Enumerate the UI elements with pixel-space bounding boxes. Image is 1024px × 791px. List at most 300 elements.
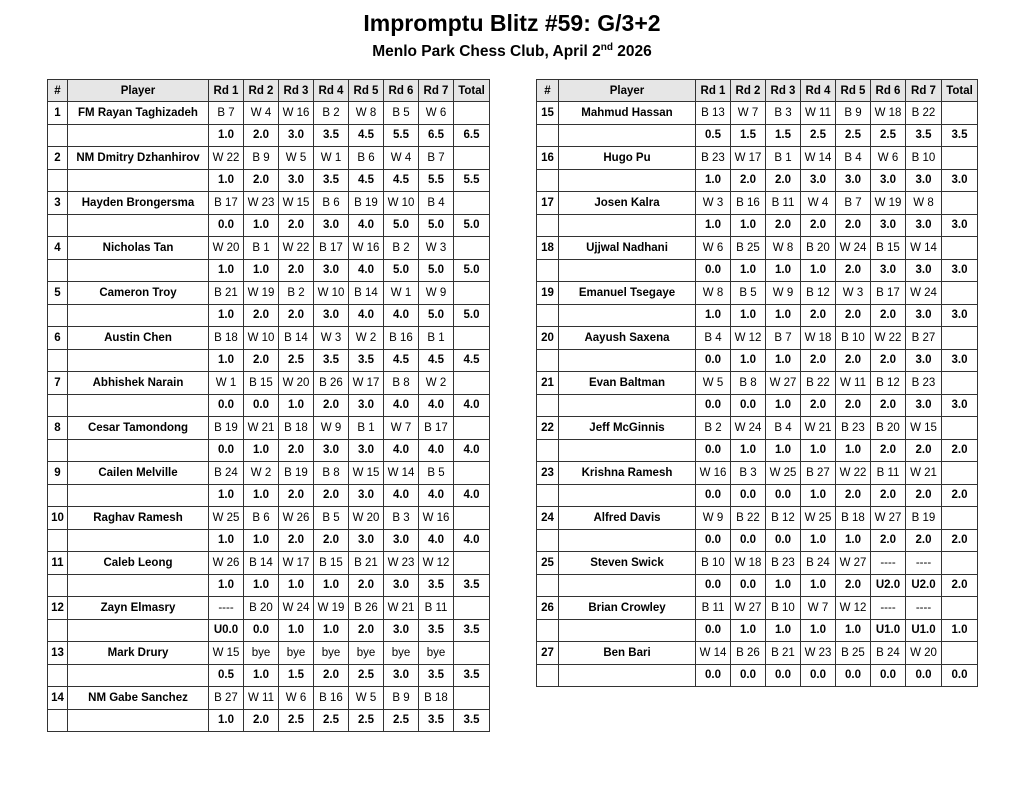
player-score-row bbox=[537, 439, 978, 462]
player-result-row bbox=[48, 147, 490, 170]
round-6-cumulative-score: 2.0 bbox=[871, 529, 906, 552]
total-placeholder bbox=[942, 552, 978, 575]
round-3-cumulative-score: 2.0 bbox=[279, 529, 314, 552]
player-total-score: 3.0 bbox=[942, 259, 978, 282]
round-4-cumulative-score: 2.0 bbox=[314, 664, 349, 687]
round-3-cumulative-score: 2.5 bbox=[279, 709, 314, 732]
round-3-result: W 8 bbox=[766, 237, 801, 260]
player-name: Austin Chen bbox=[68, 327, 209, 350]
round-5-result: B 7 bbox=[836, 192, 871, 215]
round-6-result: W 14 bbox=[384, 462, 419, 485]
subtitle-text: Menlo Park Chess Club, April 2 bbox=[372, 43, 601, 60]
player-total-score: 1.0 bbox=[942, 619, 978, 642]
round-4-cumulative-score: 1.0 bbox=[314, 619, 349, 642]
round-2-result: W 17 bbox=[731, 147, 766, 170]
round-6-result: ---- bbox=[871, 552, 906, 575]
round-2-result: bye bbox=[244, 642, 279, 665]
round-2-result: W 18 bbox=[731, 552, 766, 575]
round-4-cumulative-score: 1.0 bbox=[801, 619, 836, 642]
player-name: Ujjwal Nadhani bbox=[559, 237, 696, 260]
total-placeholder bbox=[454, 147, 490, 170]
player-total-score: 4.5 bbox=[454, 349, 490, 372]
round-3-result: B 18 bbox=[279, 417, 314, 440]
col-header-num: # bbox=[537, 80, 559, 102]
col-header-rd4: Rd 4 bbox=[801, 80, 836, 102]
round-4-result: W 11 bbox=[801, 102, 836, 125]
round-7-result: W 24 bbox=[906, 282, 942, 305]
player-number: 16 bbox=[537, 147, 559, 170]
total-placeholder bbox=[942, 327, 978, 350]
round-3-result: B 14 bbox=[279, 327, 314, 350]
player-score-row bbox=[48, 709, 490, 732]
round-7-cumulative-score: 2.0 bbox=[906, 529, 942, 552]
round-7-cumulative-score: 5.0 bbox=[419, 214, 454, 237]
round-2-result: W 12 bbox=[731, 327, 766, 350]
round-4-result: W 19 bbox=[314, 597, 349, 620]
player-score-row bbox=[537, 259, 978, 282]
player-result-row bbox=[48, 642, 490, 665]
name-placeholder bbox=[559, 664, 696, 687]
round-6-result: B 24 bbox=[871, 642, 906, 665]
col-header-total: Total bbox=[454, 80, 490, 102]
player-number: 21 bbox=[537, 372, 559, 395]
player-number: 27 bbox=[537, 642, 559, 665]
round-2-result: B 15 bbox=[244, 372, 279, 395]
player-total-score: 0.0 bbox=[942, 664, 978, 687]
player-score-row bbox=[48, 349, 490, 372]
col-header-rd1: Rd 1 bbox=[696, 80, 731, 102]
round-5-cumulative-score: 4.0 bbox=[349, 259, 384, 282]
col-header-total: Total bbox=[942, 80, 978, 102]
round-7-result: W 6 bbox=[419, 102, 454, 125]
subtitle-ordinal-suffix: nd bbox=[600, 41, 613, 53]
player-total-score: 3.0 bbox=[942, 214, 978, 237]
player-result-row bbox=[48, 372, 490, 395]
total-placeholder bbox=[942, 507, 978, 530]
number-placeholder bbox=[537, 124, 559, 147]
round-6-cumulative-score: U1.0 bbox=[871, 619, 906, 642]
round-2-cumulative-score: 1.0 bbox=[731, 619, 766, 642]
col-header-rd5: Rd 5 bbox=[349, 80, 384, 102]
player-name: Aayush Saxena bbox=[559, 327, 696, 350]
round-6-result: W 19 bbox=[871, 192, 906, 215]
round-2-cumulative-score: 1.0 bbox=[244, 664, 279, 687]
round-7-cumulative-score: 5.0 bbox=[419, 304, 454, 327]
round-1-result: B 13 bbox=[696, 102, 731, 125]
player-total-score: 4.0 bbox=[454, 529, 490, 552]
round-2-cumulative-score: 0.0 bbox=[244, 394, 279, 417]
player-score-row bbox=[48, 394, 490, 417]
number-placeholder bbox=[537, 214, 559, 237]
round-1-cumulative-score: 1.0 bbox=[696, 214, 731, 237]
round-1-cumulative-score: 0.0 bbox=[696, 619, 731, 642]
round-6-cumulative-score: 4.0 bbox=[384, 394, 419, 417]
round-5-cumulative-score: 2.5 bbox=[836, 124, 871, 147]
round-1-cumulative-score: 0.0 bbox=[696, 529, 731, 552]
round-1-result: W 9 bbox=[696, 507, 731, 530]
player-total-score: 4.0 bbox=[454, 439, 490, 462]
round-7-cumulative-score: 3.0 bbox=[906, 259, 942, 282]
number-placeholder bbox=[537, 169, 559, 192]
player-total-score: 5.0 bbox=[454, 214, 490, 237]
round-5-cumulative-score: 2.0 bbox=[349, 574, 384, 597]
player-result-row bbox=[48, 417, 490, 440]
player-score-row bbox=[48, 304, 490, 327]
total-placeholder bbox=[942, 642, 978, 665]
name-placeholder bbox=[68, 709, 209, 732]
round-6-result: B 8 bbox=[384, 372, 419, 395]
number-placeholder bbox=[48, 304, 68, 327]
player-name: Hayden Brongersma bbox=[68, 192, 209, 215]
round-1-cumulative-score: 0.0 bbox=[696, 349, 731, 372]
round-4-result: bye bbox=[314, 642, 349, 665]
player-number: 9 bbox=[48, 462, 68, 485]
round-3-result: W 9 bbox=[766, 282, 801, 305]
round-5-cumulative-score: 2.0 bbox=[349, 619, 384, 642]
round-5-cumulative-score: 2.0 bbox=[836, 484, 871, 507]
round-3-cumulative-score: 3.0 bbox=[279, 169, 314, 192]
round-7-result: W 9 bbox=[419, 282, 454, 305]
round-1-cumulative-score: 0.0 bbox=[696, 484, 731, 507]
player-name: Evan Baltman bbox=[559, 372, 696, 395]
player-score-row bbox=[537, 484, 978, 507]
round-6-cumulative-score: 4.0 bbox=[384, 439, 419, 462]
round-4-result: B 5 bbox=[314, 507, 349, 530]
round-5-result: W 16 bbox=[349, 237, 384, 260]
round-7-result: ---- bbox=[906, 552, 942, 575]
round-7-result: W 8 bbox=[906, 192, 942, 215]
round-6-result: B 2 bbox=[384, 237, 419, 260]
round-4-result: W 14 bbox=[801, 147, 836, 170]
player-number: 13 bbox=[48, 642, 68, 665]
round-1-result: W 20 bbox=[209, 237, 244, 260]
round-1-cumulative-score: 1.0 bbox=[209, 169, 244, 192]
round-1-result: W 3 bbox=[696, 192, 731, 215]
round-3-result: W 16 bbox=[279, 102, 314, 125]
round-5-cumulative-score: 2.5 bbox=[349, 664, 384, 687]
round-1-cumulative-score: U0.0 bbox=[209, 619, 244, 642]
col-header-rd3: Rd 3 bbox=[279, 80, 314, 102]
name-placeholder bbox=[559, 484, 696, 507]
player-number: 2 bbox=[48, 147, 68, 170]
player-name: Ben Bari bbox=[559, 642, 696, 665]
round-1-result: ---- bbox=[209, 597, 244, 620]
player-result-row bbox=[537, 282, 978, 305]
round-4-cumulative-score: 1.0 bbox=[801, 439, 836, 462]
round-3-result: B 10 bbox=[766, 597, 801, 620]
round-7-result: B 17 bbox=[419, 417, 454, 440]
round-6-cumulative-score: 2.5 bbox=[384, 709, 419, 732]
round-1-cumulative-score: 1.0 bbox=[209, 529, 244, 552]
player-name: Caleb Leong bbox=[68, 552, 209, 575]
round-5-cumulative-score: 1.0 bbox=[836, 619, 871, 642]
round-3-cumulative-score: 1.0 bbox=[766, 394, 801, 417]
player-number: 19 bbox=[537, 282, 559, 305]
page-title: Impromptu Blitz #59: G/3+2 bbox=[363, 10, 661, 36]
round-1-result: B 21 bbox=[209, 282, 244, 305]
round-1-result: W 26 bbox=[209, 552, 244, 575]
player-result-row bbox=[48, 327, 490, 350]
round-2-result: W 2 bbox=[244, 462, 279, 485]
player-name: Abhishek Narain bbox=[68, 372, 209, 395]
total-placeholder bbox=[454, 552, 490, 575]
round-6-result: W 23 bbox=[384, 552, 419, 575]
player-name: Alfred Davis bbox=[559, 507, 696, 530]
col-header-rd2: Rd 2 bbox=[244, 80, 279, 102]
round-7-cumulative-score: 3.5 bbox=[419, 664, 454, 687]
round-3-cumulative-score: 2.0 bbox=[279, 214, 314, 237]
round-5-cumulative-score: 2.0 bbox=[836, 259, 871, 282]
round-7-result: W 12 bbox=[419, 552, 454, 575]
round-5-cumulative-score: 2.0 bbox=[836, 394, 871, 417]
name-placeholder bbox=[559, 169, 696, 192]
round-1-result: B 17 bbox=[209, 192, 244, 215]
round-1-result: W 5 bbox=[696, 372, 731, 395]
round-2-cumulative-score: 1.0 bbox=[244, 574, 279, 597]
round-1-cumulative-score: 0.0 bbox=[696, 574, 731, 597]
round-2-result: W 21 bbox=[244, 417, 279, 440]
round-5-cumulative-score: 4.0 bbox=[349, 214, 384, 237]
round-4-cumulative-score: 3.5 bbox=[314, 124, 349, 147]
player-result-row bbox=[48, 687, 490, 710]
player-name: NM Dmitry Dzhanhirov bbox=[68, 147, 209, 170]
round-5-cumulative-score: 4.5 bbox=[349, 124, 384, 147]
col-header-rd7: Rd 7 bbox=[419, 80, 454, 102]
player-number: 4 bbox=[48, 237, 68, 260]
round-3-result: bye bbox=[279, 642, 314, 665]
round-2-cumulative-score: 0.0 bbox=[731, 574, 766, 597]
round-3-cumulative-score: 1.0 bbox=[279, 619, 314, 642]
col-header-rd4: Rd 4 bbox=[314, 80, 349, 102]
round-5-cumulative-score: 3.0 bbox=[836, 169, 871, 192]
total-placeholder bbox=[942, 237, 978, 260]
number-placeholder bbox=[48, 709, 68, 732]
col-header-player: Player bbox=[68, 80, 209, 102]
round-1-cumulative-score: 0.0 bbox=[209, 394, 244, 417]
player-result-row bbox=[537, 102, 978, 125]
round-4-result: W 10 bbox=[314, 282, 349, 305]
round-2-cumulative-score: 1.5 bbox=[731, 124, 766, 147]
round-3-result: W 6 bbox=[279, 687, 314, 710]
round-6-cumulative-score: 4.0 bbox=[384, 484, 419, 507]
round-4-cumulative-score: 2.0 bbox=[801, 394, 836, 417]
round-2-cumulative-score: 0.0 bbox=[244, 619, 279, 642]
round-4-cumulative-score: 3.0 bbox=[314, 214, 349, 237]
player-result-row bbox=[48, 237, 490, 260]
round-2-result: W 19 bbox=[244, 282, 279, 305]
round-1-result: B 19 bbox=[209, 417, 244, 440]
round-6-cumulative-score: 3.0 bbox=[384, 574, 419, 597]
round-7-cumulative-score: 3.0 bbox=[906, 349, 942, 372]
player-score-row bbox=[48, 169, 490, 192]
total-placeholder bbox=[454, 372, 490, 395]
round-1-cumulative-score: 1.0 bbox=[209, 349, 244, 372]
round-2-cumulative-score: 2.0 bbox=[244, 349, 279, 372]
number-placeholder bbox=[537, 619, 559, 642]
round-1-cumulative-score: 1.0 bbox=[209, 574, 244, 597]
round-6-cumulative-score: 2.0 bbox=[871, 484, 906, 507]
number-placeholder bbox=[537, 529, 559, 552]
round-2-result: W 23 bbox=[244, 192, 279, 215]
round-2-cumulative-score: 1.0 bbox=[731, 439, 766, 462]
round-1-result: B 10 bbox=[696, 552, 731, 575]
round-1-result: W 15 bbox=[209, 642, 244, 665]
round-4-cumulative-score: 3.0 bbox=[314, 259, 349, 282]
round-2-result: B 25 bbox=[731, 237, 766, 260]
round-3-cumulative-score: 1.0 bbox=[279, 574, 314, 597]
player-result-row bbox=[537, 327, 978, 350]
round-4-cumulative-score: 3.5 bbox=[314, 169, 349, 192]
round-1-result: B 18 bbox=[209, 327, 244, 350]
col-header-rd3: Rd 3 bbox=[766, 80, 801, 102]
round-5-cumulative-score: 2.0 bbox=[836, 214, 871, 237]
round-4-result: W 23 bbox=[801, 642, 836, 665]
round-5-cumulative-score: 4.0 bbox=[349, 304, 384, 327]
round-3-result: B 12 bbox=[766, 507, 801, 530]
number-placeholder bbox=[537, 349, 559, 372]
player-result-row bbox=[537, 597, 978, 620]
round-4-cumulative-score: 1.0 bbox=[801, 484, 836, 507]
player-result-row bbox=[48, 597, 490, 620]
round-3-cumulative-score: 3.0 bbox=[279, 124, 314, 147]
name-placeholder bbox=[559, 529, 696, 552]
round-1-cumulative-score: 1.0 bbox=[696, 304, 731, 327]
round-6-result: B 17 bbox=[871, 282, 906, 305]
player-name: Steven Swick bbox=[559, 552, 696, 575]
round-4-cumulative-score: 2.5 bbox=[314, 709, 349, 732]
round-5-result: B 9 bbox=[836, 102, 871, 125]
player-score-row bbox=[537, 124, 978, 147]
name-placeholder bbox=[559, 619, 696, 642]
player-name: Brian Crowley bbox=[559, 597, 696, 620]
round-6-result: W 10 bbox=[384, 192, 419, 215]
name-placeholder bbox=[559, 439, 696, 462]
round-3-cumulative-score: 2.0 bbox=[279, 439, 314, 462]
round-4-cumulative-score: 1.0 bbox=[801, 574, 836, 597]
round-3-cumulative-score: 2.0 bbox=[279, 484, 314, 507]
player-total-score: 2.0 bbox=[942, 529, 978, 552]
standings-table-left bbox=[47, 79, 490, 732]
round-3-cumulative-score: 1.0 bbox=[766, 574, 801, 597]
player-total-score: 3.0 bbox=[942, 349, 978, 372]
round-7-result: B 22 bbox=[906, 102, 942, 125]
round-1-result: W 22 bbox=[209, 147, 244, 170]
round-4-result: B 15 bbox=[314, 552, 349, 575]
total-placeholder bbox=[454, 642, 490, 665]
player-total-score: 3.5 bbox=[942, 124, 978, 147]
round-7-cumulative-score: 5.5 bbox=[419, 169, 454, 192]
round-4-result: W 21 bbox=[801, 417, 836, 440]
player-total-score: 3.5 bbox=[454, 709, 490, 732]
player-number: 6 bbox=[48, 327, 68, 350]
round-3-cumulative-score: 0.0 bbox=[766, 664, 801, 687]
round-3-cumulative-score: 2.5 bbox=[279, 349, 314, 372]
round-7-result: B 27 bbox=[906, 327, 942, 350]
total-placeholder bbox=[942, 597, 978, 620]
player-name: Cesar Tamondong bbox=[68, 417, 209, 440]
round-3-result: W 26 bbox=[279, 507, 314, 530]
name-placeholder bbox=[559, 214, 696, 237]
total-placeholder bbox=[454, 102, 490, 125]
round-1-cumulative-score: 0.5 bbox=[209, 664, 244, 687]
name-placeholder bbox=[68, 619, 209, 642]
round-4-cumulative-score: 2.0 bbox=[801, 349, 836, 372]
round-3-result: W 22 bbox=[279, 237, 314, 260]
round-4-result: B 27 bbox=[801, 462, 836, 485]
player-number: 14 bbox=[48, 687, 68, 710]
round-6-result: W 27 bbox=[871, 507, 906, 530]
player-result-row bbox=[48, 462, 490, 485]
player-result-row bbox=[48, 192, 490, 215]
number-placeholder bbox=[48, 439, 68, 462]
round-1-cumulative-score: 0.5 bbox=[696, 124, 731, 147]
round-5-cumulative-score: 3.0 bbox=[349, 394, 384, 417]
player-total-score: 2.0 bbox=[942, 574, 978, 597]
player-score-row bbox=[48, 619, 490, 642]
player-result-row bbox=[537, 237, 978, 260]
player-total-score: 6.5 bbox=[454, 124, 490, 147]
col-header-player: Player bbox=[559, 80, 696, 102]
round-1-result: W 25 bbox=[209, 507, 244, 530]
player-total-score: 3.5 bbox=[454, 574, 490, 597]
col-header-rd7: Rd 7 bbox=[906, 80, 942, 102]
round-4-result: B 6 bbox=[314, 192, 349, 215]
player-number: 1 bbox=[48, 102, 68, 125]
col-header-rd1: Rd 1 bbox=[209, 80, 244, 102]
name-placeholder bbox=[68, 529, 209, 552]
round-7-result: B 4 bbox=[419, 192, 454, 215]
round-4-cumulative-score: 1.0 bbox=[801, 259, 836, 282]
round-2-result: W 7 bbox=[731, 102, 766, 125]
round-2-cumulative-score: 1.0 bbox=[731, 349, 766, 372]
total-placeholder bbox=[942, 192, 978, 215]
round-2-result: B 14 bbox=[244, 552, 279, 575]
round-2-cumulative-score: 0.0 bbox=[731, 529, 766, 552]
round-6-cumulative-score: 2.0 bbox=[871, 304, 906, 327]
round-6-result: bye bbox=[384, 642, 419, 665]
round-5-result: B 4 bbox=[836, 147, 871, 170]
round-5-result: B 18 bbox=[836, 507, 871, 530]
round-2-result: W 11 bbox=[244, 687, 279, 710]
round-7-cumulative-score: 2.0 bbox=[906, 484, 942, 507]
number-placeholder bbox=[537, 259, 559, 282]
number-placeholder bbox=[537, 574, 559, 597]
round-6-result: W 21 bbox=[384, 597, 419, 620]
round-4-cumulative-score: 1.0 bbox=[314, 574, 349, 597]
player-score-row bbox=[537, 214, 978, 237]
total-placeholder bbox=[942, 147, 978, 170]
round-3-result: W 17 bbox=[279, 552, 314, 575]
round-6-cumulative-score: 2.0 bbox=[871, 439, 906, 462]
number-placeholder bbox=[537, 439, 559, 462]
round-5-cumulative-score: 2.0 bbox=[836, 574, 871, 597]
round-6-cumulative-score: 3.0 bbox=[384, 619, 419, 642]
round-2-result: W 4 bbox=[244, 102, 279, 125]
standings-body-right bbox=[537, 102, 978, 687]
round-7-cumulative-score: 4.0 bbox=[419, 439, 454, 462]
header-row bbox=[537, 80, 978, 102]
round-4-result: W 25 bbox=[801, 507, 836, 530]
round-3-result: B 21 bbox=[766, 642, 801, 665]
round-1-cumulative-score: 1.0 bbox=[209, 304, 244, 327]
player-name: Raghav Ramesh bbox=[68, 507, 209, 530]
player-result-row bbox=[48, 102, 490, 125]
round-6-result: B 12 bbox=[871, 372, 906, 395]
round-5-result: B 26 bbox=[349, 597, 384, 620]
player-number: 17 bbox=[537, 192, 559, 215]
player-total-score: 3.5 bbox=[454, 664, 490, 687]
player-result-row bbox=[537, 642, 978, 665]
